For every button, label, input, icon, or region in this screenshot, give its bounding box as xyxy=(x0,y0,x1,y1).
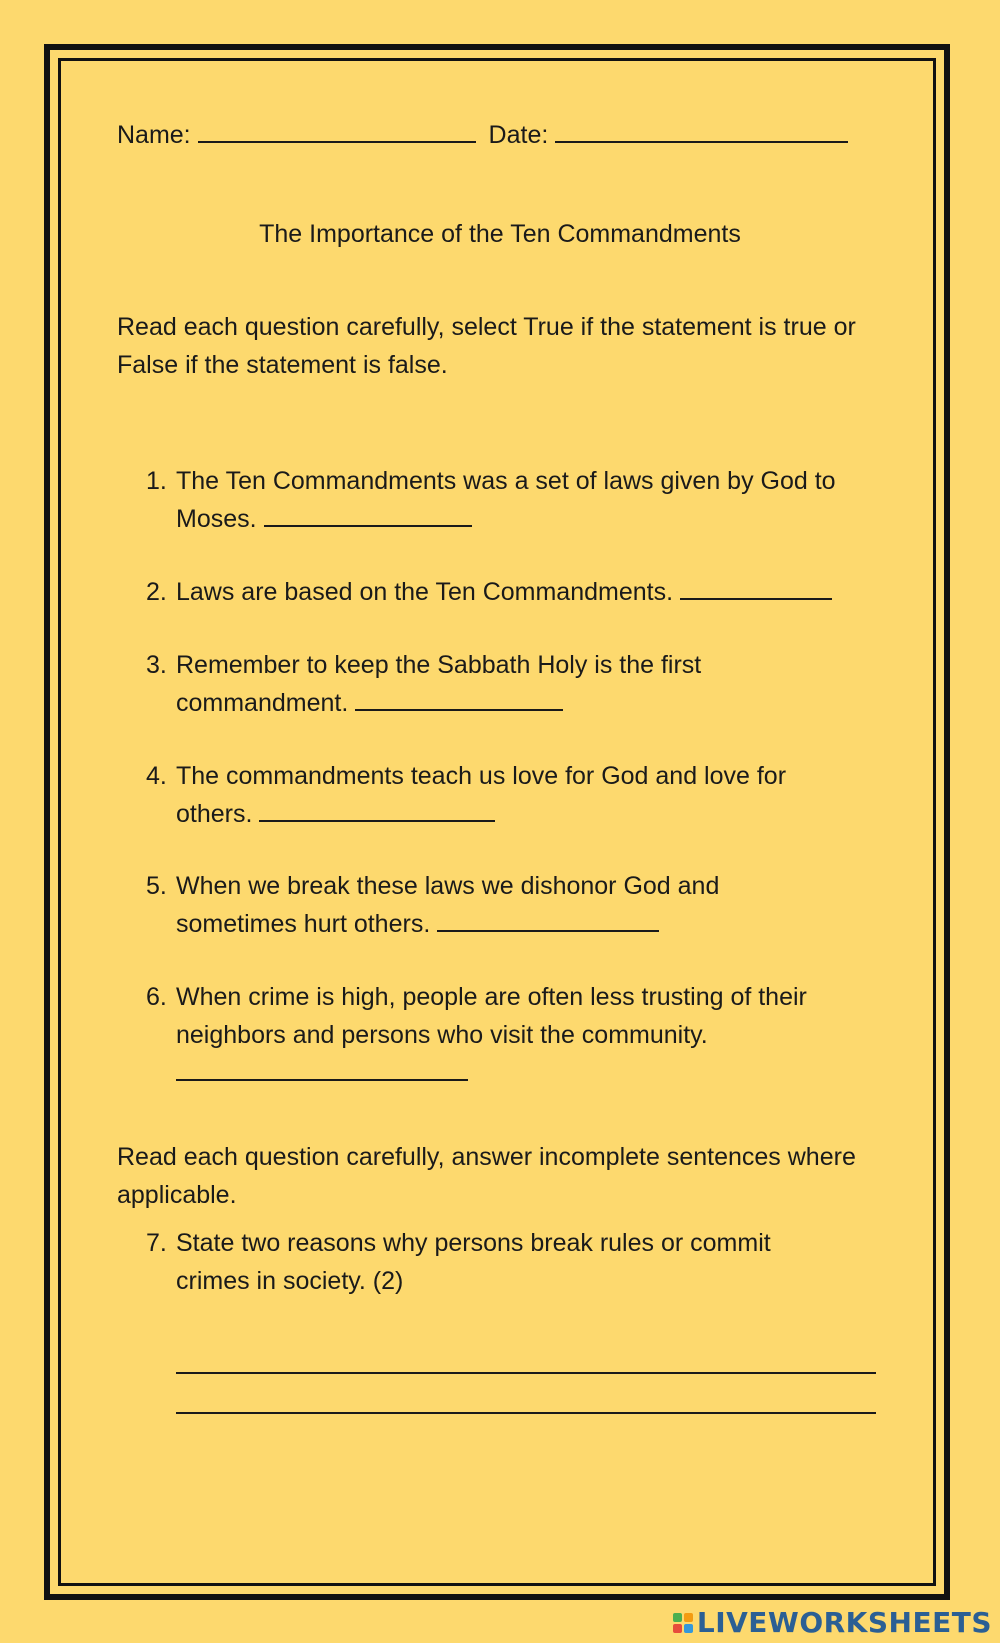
question-text: When we break these laws we dishonor God and xyxy=(176,872,720,900)
answer-blank-3[interactable] xyxy=(355,685,563,711)
question-number: 4. xyxy=(146,762,167,790)
section2-instructions: Read each question carefully, answer incomplete sentences where applicable. xyxy=(117,1143,856,1209)
question-text: The Ten Commandments was a set of laws given by God to xyxy=(176,467,836,495)
answer-line-7b[interactable] xyxy=(176,1412,876,1414)
brand-name: LIVEWORKSHEETS xyxy=(696,1606,992,1639)
question-text: The commandments teach us love for God and love for xyxy=(176,762,787,790)
answer-line-7a[interactable] xyxy=(176,1372,876,1374)
liveworksheets-logo-icon xyxy=(673,1613,693,1633)
question-text: State two reasons why persons break rules or commit xyxy=(176,1229,771,1257)
question-text: commandment. xyxy=(176,689,349,717)
liveworksheets-brand xyxy=(673,1606,992,1639)
worksheet-title: The Importance of the Ten Commandments xyxy=(259,220,741,248)
answer-blank-1[interactable] xyxy=(264,501,472,527)
question-text: sometimes hurt others. xyxy=(176,910,431,938)
question-number: 3. xyxy=(146,651,167,679)
question-number: 2. xyxy=(146,578,167,606)
answer-blank-4[interactable] xyxy=(259,796,495,822)
question-text: others. xyxy=(176,800,253,828)
answer-blank-2[interactable] xyxy=(680,574,832,600)
question-number: 6. xyxy=(146,983,167,1011)
question-text: When crime is high, people are often less trusting of their xyxy=(176,983,807,1011)
date-label: Date: xyxy=(488,121,549,149)
date-field[interactable] xyxy=(555,117,848,143)
answer-blank-6[interactable] xyxy=(176,1055,468,1081)
question-text: neighbors and persons who visit the community. xyxy=(176,1021,708,1049)
name-label: Name: xyxy=(117,121,191,149)
section1-instructions: Read each question carefully, select True if the statement is true or False if the statement is false. xyxy=(117,313,856,379)
name-field[interactable] xyxy=(198,117,476,143)
answer-blank-5[interactable] xyxy=(437,906,659,932)
question-text: Remember to keep the Sabbath Holy is the first xyxy=(176,651,702,679)
question-number: 1. xyxy=(146,467,167,495)
question-text: Laws are based on the Ten Commandments. xyxy=(176,578,674,606)
question-text: Moses. xyxy=(176,505,257,533)
name-date-row xyxy=(117,117,848,150)
question-number: 7. xyxy=(146,1229,167,1257)
question-text: crimes in society. (2) xyxy=(176,1267,404,1295)
question-number: 5. xyxy=(146,872,167,900)
